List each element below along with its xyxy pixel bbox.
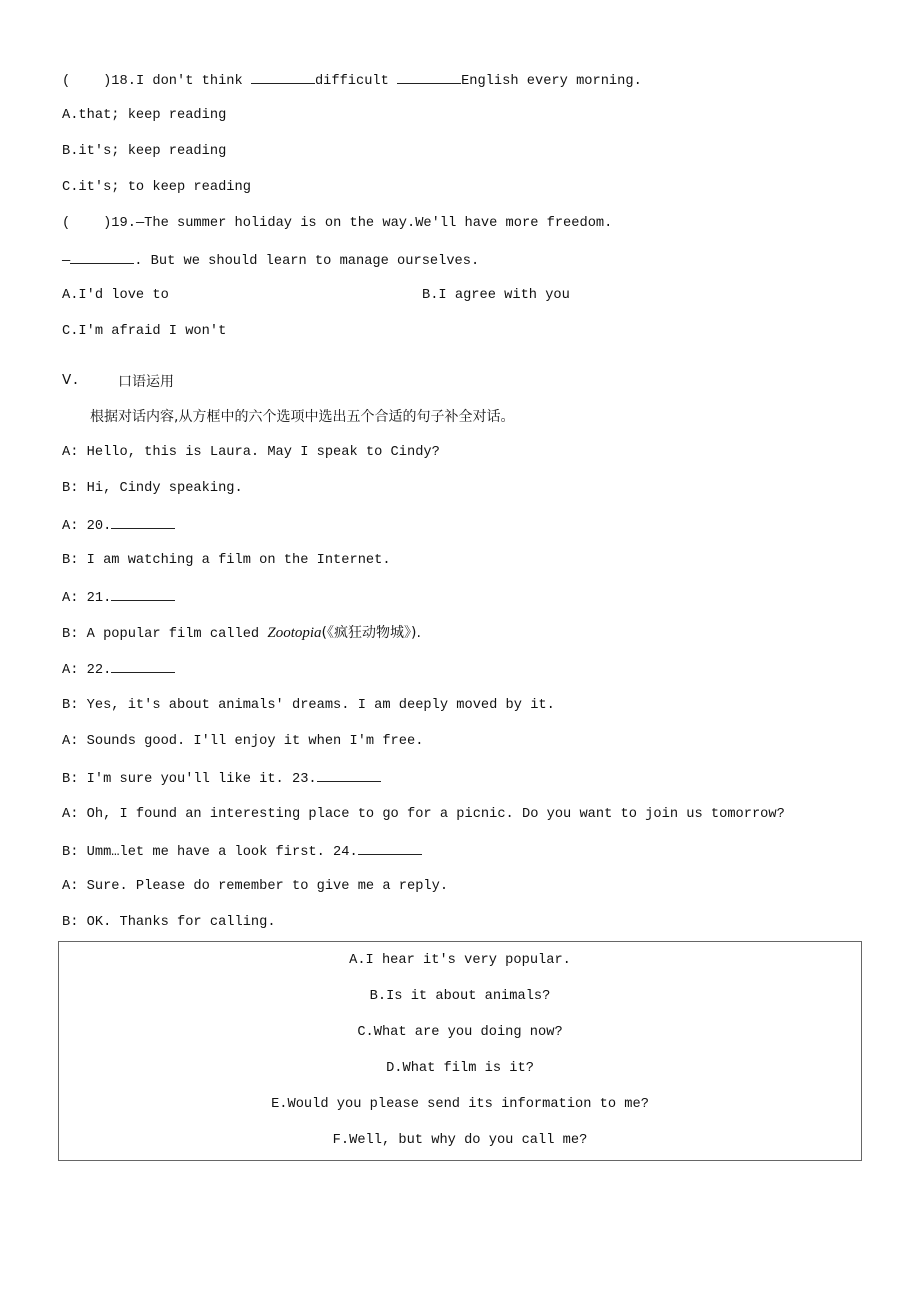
stem: 19.—The summer holiday is on the way.We'll have more freedom.	[111, 216, 613, 231]
dialogue-line: A: Hello, this is Laura. May I speak to Cindy?	[62, 445, 440, 460]
dialogue-line	[62, 516, 175, 536]
question-18	[62, 71, 642, 91]
choice: C.What are you doing now?	[357, 1025, 563, 1040]
dialogue-line	[62, 842, 422, 862]
choice: B.Is it about animals?	[369, 989, 551, 1004]
answer-paren: ( )	[62, 74, 112, 89]
film-title: Zootopia	[267, 625, 322, 641]
dialogue-line: A: Sure. Please do remember to give me a reply.	[62, 879, 449, 894]
dash: —	[62, 254, 71, 269]
blank	[251, 71, 315, 84]
instruction: 根据对话内容,从方框中的六个选项中选出五个合适的句子补全对话。	[90, 409, 515, 425]
line-text: B: A popular film called	[62, 627, 268, 642]
blank	[111, 660, 175, 673]
section-heading	[62, 373, 174, 391]
blank	[70, 251, 134, 264]
dialogue-line: B: Hi, Cindy speaking.	[62, 481, 243, 496]
choice: D.What film is it?	[386, 1061, 534, 1076]
option: A.that; keep reading	[62, 108, 227, 123]
option: B.I agree with you	[422, 288, 570, 303]
dialogue-line: B: OK. Thanks for calling.	[62, 915, 276, 930]
section-numeral: Ⅴ.	[62, 374, 80, 389]
dialogue-line: A: Sounds good. I'll enjoy it when I'm free.	[62, 734, 424, 749]
line-text: B: I'm sure you'll like it. 23.	[62, 772, 317, 787]
option: B.it's; keep reading	[62, 144, 227, 159]
line-text: B: Umm…let me have a look first. 24.	[62, 845, 358, 860]
dialogue-line	[62, 588, 175, 608]
question-19-reply	[62, 251, 479, 271]
answer-paren: ( )	[62, 216, 112, 231]
blank	[317, 769, 381, 782]
question-19	[62, 215, 612, 233]
dialogue-line: B: I am watching a film on the Internet.	[62, 553, 391, 568]
line-text: (《疯狂动物城》).	[321, 625, 421, 641]
option: C.I'm afraid I won't	[62, 324, 227, 339]
dialogue-line: B: Yes, it's about animals' dreams. I am deeply moved by it.	[62, 698, 555, 713]
choice: A.I hear it's very popular.	[349, 953, 571, 968]
section-title: 口语运用	[118, 374, 174, 390]
stem: difficult	[314, 74, 398, 89]
choice: F.Well, but why do you call me?	[332, 1133, 588, 1148]
dialogue-line: A: Oh, I found an interesting place to go for a picnic. Do you want to join us tomorrow?	[62, 807, 785, 822]
choices-box	[58, 941, 862, 1161]
option: A.I'd love to	[62, 288, 169, 303]
dialogue-line	[62, 769, 381, 789]
blank	[111, 516, 175, 529]
line-text: A: 21.	[62, 591, 112, 606]
line-text: A: 20.	[62, 519, 112, 534]
option: C.it's; to keep reading	[62, 180, 251, 195]
stem: 18.I don't think	[111, 74, 251, 89]
blank	[358, 842, 422, 855]
stem: English every morning.	[461, 74, 642, 89]
choice: E.Would you please send its information to me?	[271, 1097, 649, 1112]
line-text: A: 22.	[62, 663, 112, 678]
stem: . But we should learn to manage ourselves.	[134, 254, 480, 269]
blank	[111, 588, 175, 601]
dialogue-line	[62, 624, 421, 644]
blank	[397, 71, 461, 84]
dialogue-line	[62, 660, 175, 680]
